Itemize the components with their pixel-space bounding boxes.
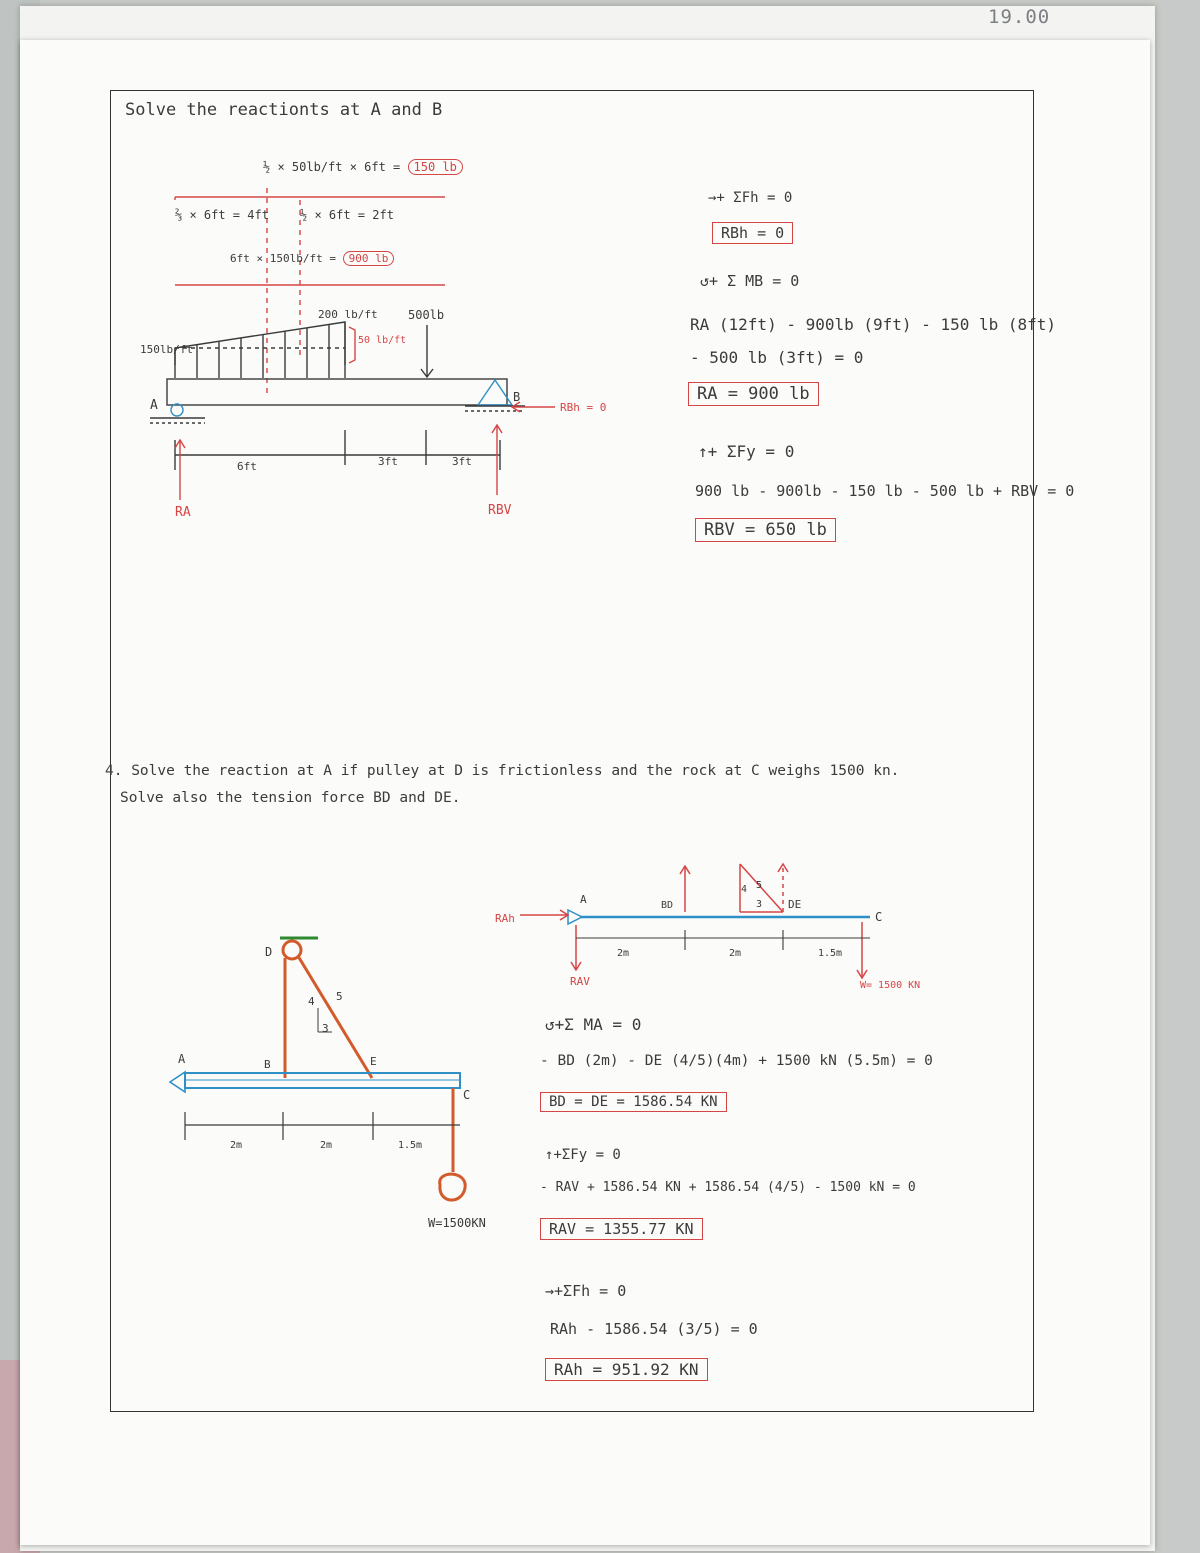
sol4-sum-fh: →+ΣFh = 0: [545, 1282, 627, 1300]
pin-a: [170, 1072, 185, 1092]
sol3-sum-fy: ↑+ ΣFy = 0: [698, 442, 795, 461]
dim-3ft-b: 3ft: [452, 455, 472, 468]
sol4-sum-ma: ↺+Σ MA = 0: [545, 1015, 642, 1034]
label-a: A: [150, 398, 158, 413]
fig-label-d: D: [265, 945, 273, 959]
fig-dim-3: 1.5m: [398, 1140, 423, 1151]
load-arrows: [175, 322, 345, 378]
rbv-label: RBV: [488, 503, 512, 518]
sol4-rav-result: RAV = 1355.77 KN: [540, 1218, 703, 1240]
fig-dim-2: 2m: [320, 1140, 333, 1151]
pencil-mark: 19.00: [988, 6, 1051, 28]
beam-figure-1: [150, 188, 555, 500]
tri-force-text: ½ × 50lb/ft × 6ft =: [263, 160, 408, 174]
dim-3ft-a: 3ft: [378, 455, 398, 468]
fbd-figure: [520, 864, 870, 978]
sol3-rbh-result: RBh = 0: [712, 222, 793, 244]
rect-arm-calc: ½ × 6ft = 2ft: [300, 208, 394, 222]
fbd-slope-3: 3: [756, 899, 763, 910]
problem-4-statement-cont: Solve also the tension force BD and DE.: [120, 790, 461, 806]
fbd-dim-3: 1.5m: [818, 948, 843, 959]
sol4-fh-eq: RAh - 1586.54 (3/5) = 0: [550, 1320, 758, 1338]
fbd-bd-label: BD: [661, 900, 674, 911]
fbd-rah-label: RAh: [495, 912, 515, 925]
sol3-moment-eq-cont: - 500 lb (3ft) = 0: [690, 348, 864, 367]
fig-slope-5: 5: [336, 990, 343, 1003]
rect-force-result: 900 lb: [343, 251, 395, 266]
fig-label-b: B: [264, 1058, 271, 1071]
crane-figure: [170, 938, 465, 1200]
point-load-label: 500lb: [408, 308, 445, 322]
fbd-slope-5: 5: [756, 880, 763, 891]
fbd-dim-1: 2m: [617, 948, 630, 959]
sol4-fy-eq: - RAV + 1586.54 KN + 1586.54 (4/5) - 1500 kN = 0: [540, 1180, 916, 1195]
sol3-sum-mb: ↺+ Σ MB = 0: [700, 272, 800, 290]
label-b: B: [513, 390, 521, 404]
load-min-label: 150lb/ft: [140, 343, 193, 356]
sol3-sum-fh: →+ ΣFh = 0: [708, 190, 793, 206]
sol4-rah-result: RAh = 951.92 KN: [545, 1358, 708, 1381]
fbd-dim-2: 2m: [729, 948, 742, 959]
fbd-pin: [568, 910, 582, 924]
cable-de: [298, 956, 372, 1078]
roller-a: [171, 404, 183, 416]
fbd-weight-label: W= 1500 KN: [860, 980, 921, 991]
sol3-ra-result: RA = 900 lb: [688, 382, 819, 406]
load-max-label: 200 lb/ft: [318, 308, 378, 321]
fbd-rav-label: RAV: [570, 975, 590, 988]
rock: [440, 1174, 466, 1200]
distributed-load-outline: [175, 322, 345, 365]
fig-label-e: E: [370, 1055, 377, 1068]
beam-1: [167, 379, 507, 405]
fig-label-a: A: [178, 1052, 186, 1066]
tri-force-result: 150 lb: [408, 159, 463, 175]
ra-label: RA: [175, 505, 191, 520]
sol4-tension-result: BD = DE = 1586.54 KN: [540, 1092, 727, 1112]
sol3-moment-eq: RA (12ft) - 900lb (9ft) - 150 lb (8ft): [690, 315, 1057, 334]
sol3-fy-eq: 900 lb - 900lb - 150 lb - 500 lb + RBV = 0: [695, 482, 1075, 500]
fbd-label-c: C: [875, 910, 883, 924]
sol3-rbv-result: RBV = 650 lb: [695, 518, 836, 542]
rbh-label: RBh = 0: [560, 401, 607, 414]
dim-6ft: 6ft: [237, 460, 257, 473]
problem-3-statement: Solve the reactionts at A and B: [125, 100, 443, 120]
rect-force-text: 6ft × 150lb/ft =: [230, 252, 343, 265]
sol4-sum-fy: ↑+ΣFy = 0: [545, 1147, 621, 1163]
fig-slope-4: 4: [308, 995, 315, 1008]
tri-load-label: 50 lb/ft: [358, 335, 407, 346]
sol4-moment-eq: - BD (2m) - DE (4/5)(4m) + 1500 kN (5.5m) = 0: [540, 1053, 933, 1069]
fig-dim-1: 2m: [230, 1140, 243, 1151]
tri-arm-calc: ⅔ × 6ft = 4ft: [175, 208, 269, 222]
fbd-de-label: DE: [788, 898, 802, 911]
fig-label-c: C: [463, 1088, 471, 1102]
rect-force-calc: [230, 252, 394, 265]
tri-load-bracket: [349, 327, 355, 363]
fig-slope-3: 3: [322, 1022, 329, 1035]
tri-force-calc: [263, 160, 463, 174]
fbd-label-a: A: [580, 893, 587, 906]
fig-weight-label: W=1500KN: [428, 1216, 486, 1230]
problem-4-statement: 4. Solve the reaction at A if pulley at D is frictionless and the rock at C weighs 1500 kn.: [105, 763, 900, 779]
fbd-slope-4: 4: [741, 884, 748, 895]
